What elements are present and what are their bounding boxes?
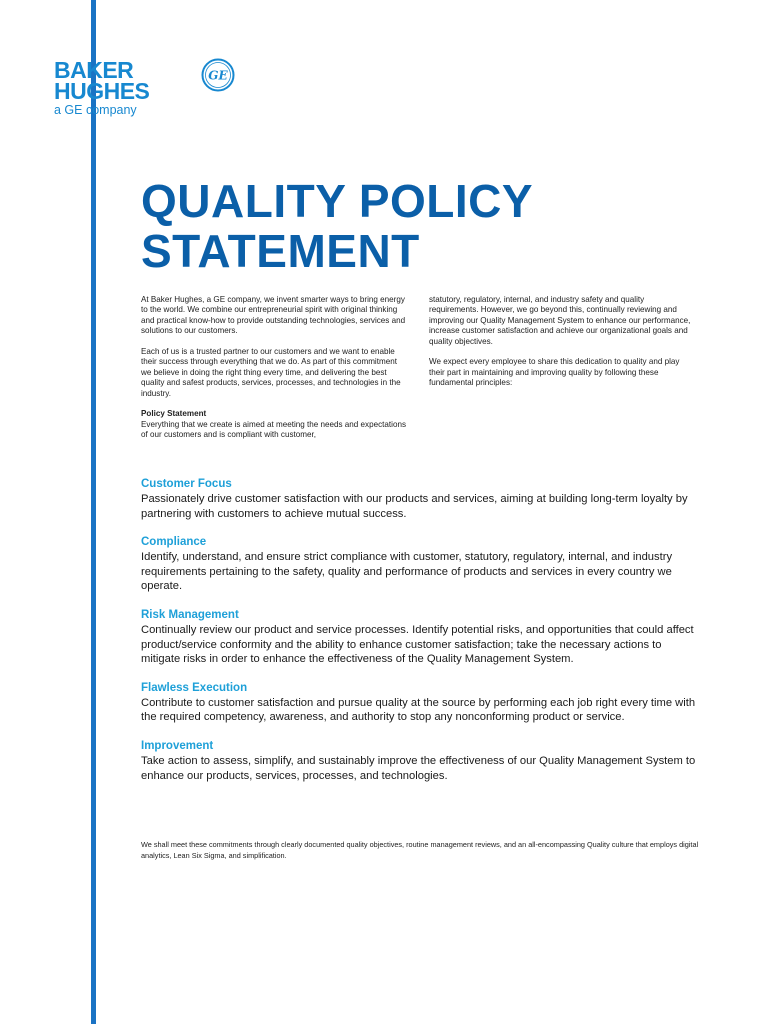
principle-text: Take action to assess, simplify, and sustainably improve the effectiveness of our Quality Management System to enhance our products, services, processes, and technologies. <box>141 754 696 782</box>
title-line-1: QUALITY POLICY <box>141 175 534 227</box>
intro-paragraph: We expect every employee to share this dedication to quality and play their part in maintaining and improving quality by following these fundamental principles: <box>429 357 680 388</box>
principle-title: Customer Focus <box>141 478 232 490</box>
principle-flawless-execution <box>141 681 701 725</box>
policy-statement-label: Policy Statement <box>141 409 207 419</box>
closing-statement: We shall meet these commitments through clearly documented quality objectives, routine management reviews, and an all-encompassing Quality culture that employs digital analytics, Lean Six Sigma, and simplification. <box>141 840 699 860</box>
ge-badge-text: GE <box>208 68 228 83</box>
intro-paragraph: Each of us is a trusted partner to our customers and we want to enable their success through everything that we do. As part of this commitment we believe in doing the right thing every time, and delivering the best quality and safest products, services, processes, and technologies in the industry. <box>141 347 401 398</box>
page-title <box>141 176 533 276</box>
principle-text: Contribute to customer satisfaction and pursue quality at the source by performing each job right every time with the required competency, awareness, and authority to stop any nonconforming product or service. <box>141 696 696 724</box>
logo-line-baker: BAKER <box>54 57 134 83</box>
principle-text: Passionately drive customer satisfaction with our products and services, aiming at building long-term loyalty by partnering with customers to achieve mutual success. <box>141 493 688 520</box>
principle-compliance <box>141 535 701 594</box>
intro-right-column <box>429 295 694 399</box>
ge-monogram-icon <box>201 58 235 92</box>
principle-title: Flawless Execution <box>141 681 248 694</box>
principle-improvement <box>141 739 701 783</box>
principle-title: Risk Management <box>141 608 239 621</box>
baker-hughes-logo <box>54 57 150 117</box>
logo-line-hughes: HUGHES <box>54 78 150 104</box>
principle-title: Compliance <box>141 536 207 549</box>
principle-risk-management <box>141 608 701 667</box>
policy-statement-text: Everything that we create is aimed at meeting the needs and expectations of our customers and is compliant with customer, <box>141 419 407 440</box>
principle-customer-focus <box>141 477 701 521</box>
principles-list <box>141 477 701 797</box>
intro-paragraph: statutory, regulatory, internal, and industry safety and quality requirements. However, we go beyond this, continually reviewing and improving our Quality Management System to enhance our performance, increase customer satisfaction and achieve our organizational goals and quality objectives. <box>429 295 691 346</box>
principle-text: Identify, understand, and ensure strict compliance with customer, statutory, regulatory, internal, and industry requirements pertaining to the safety, quality and performance of products and services in every country we operate. <box>141 551 673 593</box>
principle-text: Continually review our product and service processes. Identify potential risks, and opportunities that could affect product/service conformity and the ability to enhance customer satisfaction; take the necessary actions to mitigate risks in order to enhance the effectiveness of the Quality Management System. <box>141 623 694 666</box>
policy-statement-block <box>141 409 406 440</box>
logo-tagline: a GE company <box>54 103 137 117</box>
principle-title: Improvement <box>141 739 214 752</box>
intro-paragraph: At Baker Hughes, a GE company, we invent smarter ways to bring energy to the world. We combine our entrepreneurial spirit with original thinking and practical know-how to provide outstanding technologies, services and solutions to our customers. <box>141 295 406 336</box>
vertical-accent-rule <box>91 0 96 1024</box>
title-line-2: STATEMENT <box>141 225 420 277</box>
intro-left-column <box>141 295 406 451</box>
